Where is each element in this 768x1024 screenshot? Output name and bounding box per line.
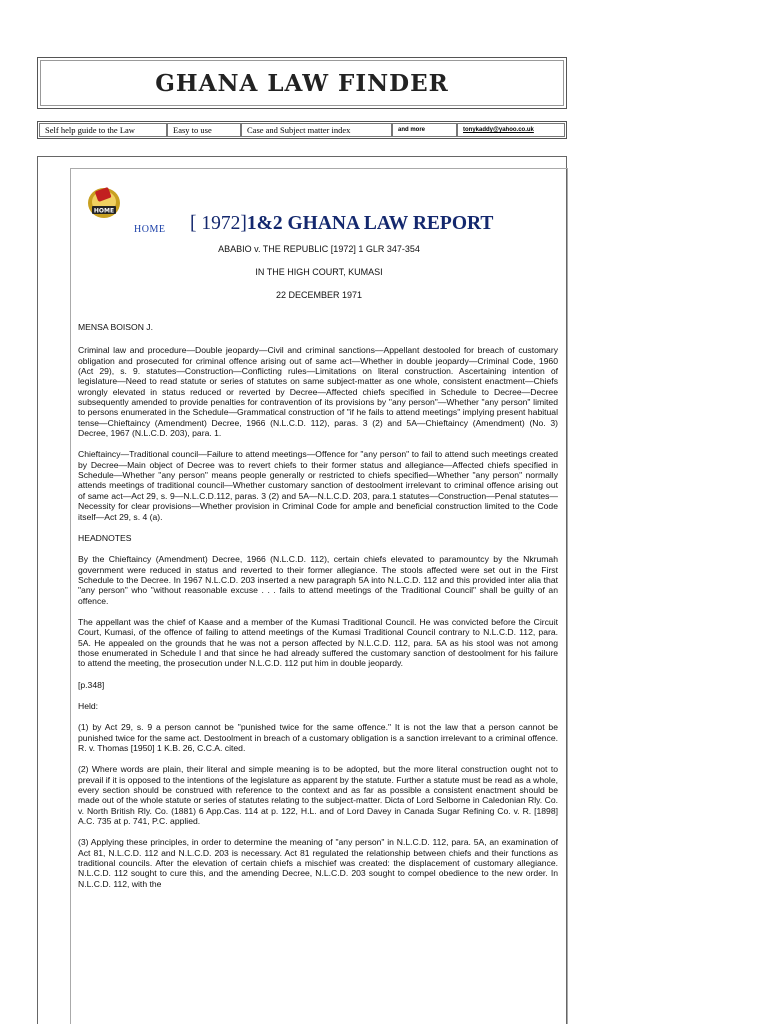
judgment-date: 22 DECEMBER 1971 — [275, 290, 363, 300]
site-banner — [37, 57, 567, 109]
holding-2: (2) Where words are plain, their literal and simple meaning is to be adopted, but the more literal construction ought not to prevail if it is opposed to the intentions of the legislature as apparent by the statute. Further a statute must be read as a whole, every section should be construed with reference to the context and as far as possible a consistent enactment should be made out of the whole statute or series of statutes relating to the subject-matter. Dicta of Lord Selborne in Caledonian Rly. Co. v. North British Rly. Co. (1881) 6 App.Cas. 114 at p. 122, H.L. and of Lord Davey in Canada Sugar Refining Co. v. R. [1898] A.C. 735 at p. 741, P.C. applied. — [78, 764, 558, 827]
catchwords-chieftaincy: Chieftaincy—Traditional council—Failure to attend meetings—Offence for "any person" to fail to attend such meetings created by Decree—Main object of Decree was to revert chiefs to their former status and allegiance—Affected chiefs specified in Schedule—Whether "any person" means people generally or restricted to chiefs specified—Whether "any person" normally attends meetings of traditional council—Whether customary sanction of destoolment irrelevant to criminal offence arising out of same act—Act 29, s. 9—N.L.C.D.112, paras. 3 (2) and 5A—N.L.C.D. 203, para.1 statutes—Construction—Penal statutes—Necessity for clear provisions—Whether provision in Criminal Code for ample and beneficial construction limited to the Code itself—Act 29, s. 4 (a). — [78, 449, 558, 522]
case-body — [78, 322, 558, 900]
nav-bar — [37, 121, 567, 139]
held-label: Held: — [78, 700, 99, 711]
case-citation: ABABIO v. THE REPUBLIC [1972] 1 GLR 347-354 — [218, 244, 420, 254]
report-year: [ 1972] — [190, 213, 247, 234]
nav-item-case-index[interactable]: Case and Subject matter index — [241, 123, 392, 137]
court-name: IN THE HIGH COURT, KUMASI — [255, 267, 383, 277]
page-reference: [p.348] — [78, 679, 105, 690]
site-title: GHANA LAW FINDER — [155, 69, 449, 97]
nav-item-and-more[interactable]: and more — [392, 123, 457, 137]
headnote-facts-2: The appellant was the chief of Kaase and a member of the Kumasi Traditional Council. He was convicted before the Circuit Court, Kumasi, of the offence of failing to attend meetings of the Kumasi Traditional Council contrary to N.L.C.D. 112, para. 5A. He appealed on the grounds that he was not a person affected by N.L.C.D. 112, para. 5A as his stool was not among those enumerated in Schedule I and that since he had already suffered the customary sanction of destoolment for his failure to attend the meeting, the prosecution under N.L.C.D. 112 put him in double jeopardy. — [78, 616, 558, 669]
report-title — [190, 213, 493, 235]
home-link[interactable]: HOME — [134, 224, 166, 235]
nav-item-self-help[interactable]: Self help guide to the Law — [39, 123, 167, 137]
holding-1: (1) by Act 29, s. 9 a person cannot be "punished twice for the same offence." It is not the law that a person cannot be punished twice for the same act. Destoolment in breach of a customary obligation is a sanction irrelevant to a criminal offence. R. v. Thomas [1950] 1 K.B. 26, C.C.A. cited. — [78, 722, 558, 753]
report-title-text: 1&2 GHANA LAW REPORT — [246, 213, 494, 234]
judge-name: MENSA BOISON J. — [78, 322, 153, 332]
nav-item-easy-to-use[interactable]: Easy to use — [167, 123, 241, 137]
home-logo-icon[interactable] — [87, 183, 121, 223]
site-banner-inner — [40, 60, 564, 106]
nav-item-email-link[interactable]: tonykaddy@yahoo.co.uk — [457, 123, 565, 137]
headnote-facts-1: By the Chieftaincy (Amendment) Decree, 1966 (N.L.C.D. 112), certain chiefs elevated to paramountcy by the Nkrumah government were reduced in status and reverted to their former allegiance. The stools affected were set out in the First Schedule to the Decree. In 1967 N.L.C.D. 203 inserted a new paragraph 5A into N.L.C.D. 112 and this provided inter alia that "any person" who "without reasonable excuse . . . fails to attend meetings of the Traditional Council" shall be guilty of an offence. — [78, 554, 558, 606]
holding-3: (3) Applying these principles, in order to determine the meaning of "any person" in N.L.C.D. 112, para. 5A, an examination of Act 81, N.L.C.D. 112 and N.L.C.D. 203 is necessary. Act 81 regulated the relationship between chiefs and their functions as traditional councils. After the elevation of certain chiefs a mischief was created: the displacement of customary allegiance. N.L.C.D. 112 sought to cure this, and the amending Decree, N.L.C.D. 203 sought to compel obedience to the new order. In N.L.C.D. 112, with the — [78, 837, 558, 889]
svg-text:HOME: HOME — [93, 207, 115, 215]
catchwords-criminal: Criminal law and procedure—Double jeopardy—Civil and criminal sanctions—Appellant destooled for breach of customary obligation and prosecuted for criminal offence arising out of same act—Whether in double jeopardy—Criminal Code, 1960 (Act 29), s. 9. statutes—Construction—Conflicting rules—Limitations on literal construction. Ascertaining intention of legislature—Need to read statute or series of statutes on same subject-matter as one whole, consistent enactment—Chiefs wrongly elevated in status reduced or reverted by Decree—Affected chiefs specified in Schedule to Decree—Decree subsequently amended to provide penalties for contravention of its provisions by "any person"—Whether "any person" limited to persons enumerated in the Schedule—Grammatical construction of "if he fails to attend meetings" implying present habitual tense—Chieftaincy (Amendment) Decree, 1966 (N.L.C.D. 112), paras. 3 (2) and 5A—Chieftaincy (Amendment) (No. 3) Decree, 1967 (N.L.C.D. 203), para. 1. — [78, 345, 558, 439]
headnotes-label: HEADNOTES — [78, 532, 132, 543]
